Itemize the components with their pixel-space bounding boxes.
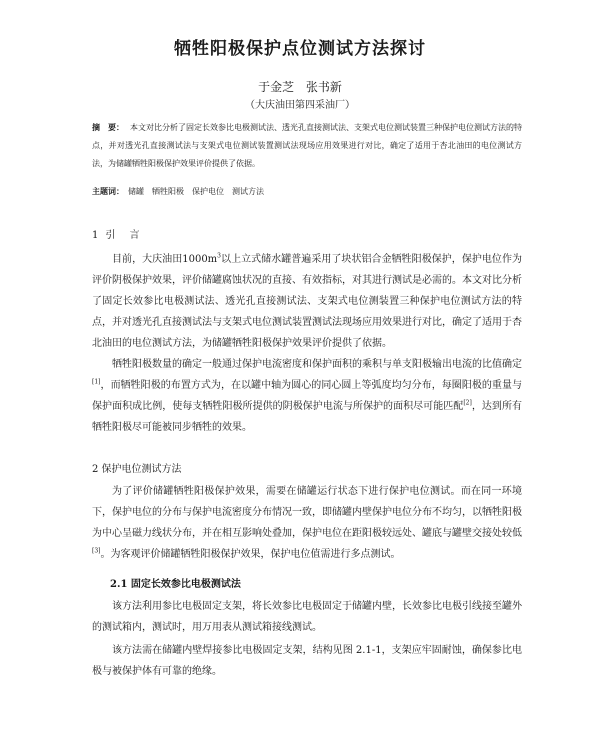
- section-heading-2: 2 保护电位测试方法: [92, 464, 182, 475]
- paragraph-section21-2: 该方法需在储罐内壁焊接参比电极固定支架，结构见图 2.1-1，支架应牢固耐蚀，确保参比电极与被保护体有可靠的绝缘。: [92, 645, 522, 677]
- paragraph-section21-1: 该方法利用参比电极固定支架，将长效参比电极固定于储罐内壁，长效参比电极引线接至罐外的测试箱内，测试时，用万用表从测试箱接线测试。: [92, 601, 522, 633]
- citation: [1]: [92, 378, 101, 386]
- abstract-label: 摘 要：: [92, 122, 124, 132]
- paragraph-text: ，而牺牲阳极的布置方式为，在以罐中轴为圆心的同心圆上等弧度均匀分布，每圈阳极的重量与保护面积成比例，使每支牺牲阳极所提供的阴极保护电流与所保护的面积尽可能匹配: [92, 380, 522, 412]
- paragraph-text: 以上立式储水罐普遍采用了块状铝合金牺牲阳极保护，保护电位作为评价阴极保护效果，评价储罐腐蚀状况的直接、有效指标，对其进行测试是必需的。本文对比分析了固定长效参比电极测试法、透光孔直接测试法、支架式电位测装置三种保护电位测试方法的特点，并对透光孔直接测试法与支架式电位测试装置测试法现场应用效果进行对比，确定了适用于杏北油田的电位测试方法，为储罐牺牲阳极保护效果评价提供了依据。: [92, 254, 523, 349]
- keywords-label: 主题词：: [92, 186, 124, 196]
- paragraph-text: 。为客观评价储罐牺牲阳极保护效果，保护电位值需进行多点测试。: [100, 549, 401, 560]
- paragraph-text: 目前，大庆油田1000m: [112, 254, 218, 265]
- page-title: 牺牲阳极保护点位测试方法探讨: [174, 39, 426, 59]
- authors: 于金芝 张书新: [258, 80, 342, 94]
- paragraph-text: 牺牲阳极数量的确定一般通过保护电流密度和保护面积的乘积与单支阳极输出电流的比值确定: [112, 359, 522, 370]
- paragraph-text: ，达到所有牺牲阳极尽可能被同步牺牲的效果。: [92, 401, 523, 433]
- paragraph-text: 为了评价储罐牺牲阳极保护效果，需要在储罐运行状态下进行保护电位测试。而在同一环境下，保护电位的分布与保护电流密度分布情况一致，即储罐内壁保护电位分布不均匀，以牺牲阳极为中心呈磁力线状分布，并在相互影响处叠加，保护电位在距阳极较远处、罐底与罐壁交接处较低: [92, 486, 522, 539]
- abstract-text: 本文对比分析了固定长效参比电极测试法、透光孔直接测试法、支架式电位测试装置三种保护电位测试方法的特点，并对透光孔直接测试法与支架式电位测试装置测试法现场应用效果进行对比，确定了适用于杏北油田的电位测试方法，为储罐牺牲阳极保护效果评价提供了依据。: [92, 123, 522, 168]
- section-heading-1: 1 引 言: [92, 230, 142, 241]
- abstract: [92, 118, 522, 173]
- superscript: 3: [217, 252, 221, 260]
- paragraph-section2: [92, 481, 522, 565]
- section-heading-2-1: 2.1 固定长效参比电极测试法: [110, 579, 241, 590]
- keywords-text: 储罐 牺牲阳极 保护电位 测试方法: [128, 187, 264, 196]
- paragraph-intro-1: [92, 249, 522, 354]
- affiliation: （大庆油田第四采油厂）: [245, 100, 355, 111]
- citation: [3]: [92, 547, 101, 555]
- citation: [2]: [463, 399, 472, 407]
- keywords: [92, 185, 522, 198]
- paragraph-intro-2: [92, 354, 522, 438]
